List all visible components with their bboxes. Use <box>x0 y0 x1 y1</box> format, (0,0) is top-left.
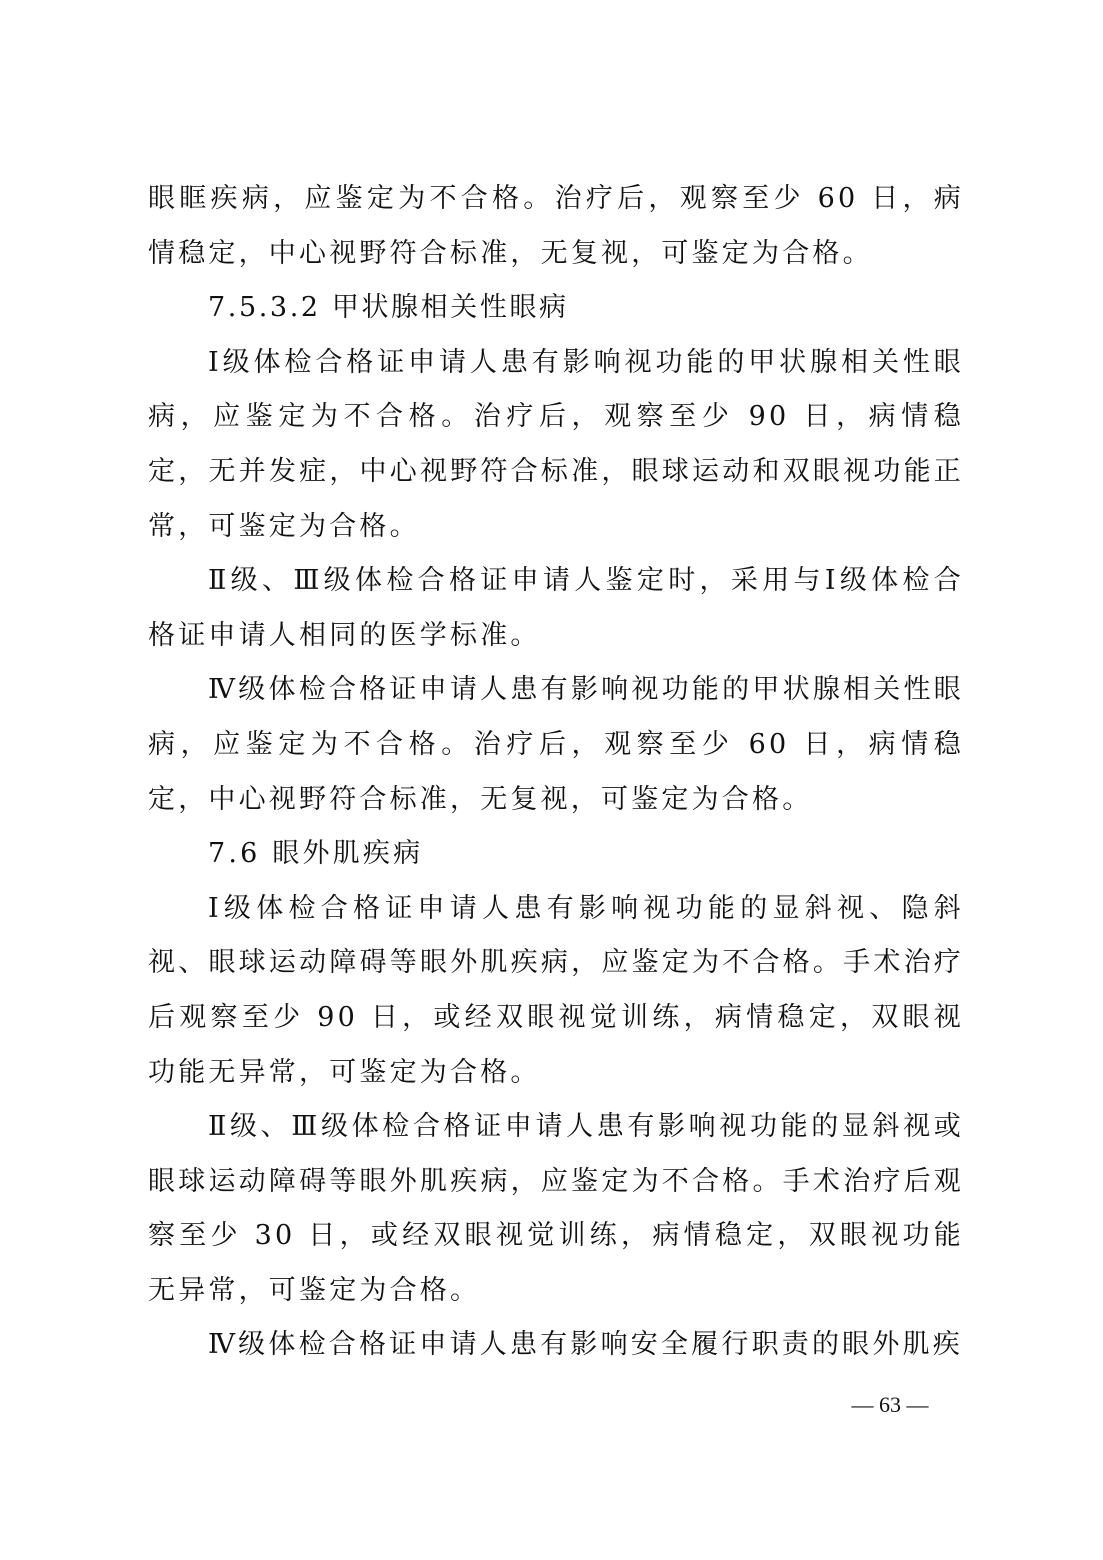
section-heading-7-6: 7.6 眼外肌疾病 <box>208 838 424 870</box>
paragraph-class-1-thyroid: Ⅰ级体检合格证申请人患有影响视功能的甲状腺相关性眼病，应鉴定为不合格。治疗后，观察至少 90 日，病情稳定，无并发症，中心视野符合标准，眼球运动和双眼视功能正常，可鉴定为合格。 <box>148 346 964 542</box>
paragraph-class-2-3-extraocular: Ⅱ级、Ⅲ级体检合格证申请人患有影响视功能的显斜视或眼球运动障碍等眼外肌疾病，应鉴定为不合格。手术治疗后观察至少 30 日，或经双眼视觉训练，病情稳定，双眼视功能无异常，可鉴定为合格。 <box>148 1111 964 1306</box>
paragraph-continuation: 眼眶疾病，应鉴定为不合格。治疗后，观察至少 60 日，病情稳定，中心视野符合标准，无复视，可鉴定为合格。 <box>148 183 964 269</box>
document-body <box>148 172 964 1373</box>
paragraph-class-4-thyroid: Ⅳ级体检合格证申请人患有影响视功能的甲状腺相关性眼病，应鉴定为不合格。治疗后，观察至少 60 日，病情稳定，中心视野符合标准，无复视，可鉴定为合格。 <box>148 674 964 815</box>
paragraph-class-2-3-thyroid: Ⅱ级、Ⅲ级体检合格证申请人鉴定时，采用与Ⅰ级体检合格证申请人相同的医学标准。 <box>148 565 964 651</box>
section-heading-7-5-3-2: 7.5.3.2 甲状腺相关性眼病 <box>208 292 569 324</box>
paragraph-class-4-extraocular: Ⅳ级体检合格证申请人患有影响安全履行职责的眼外肌疾 <box>208 1329 963 1361</box>
page-number: — 63 — <box>851 1392 929 1417</box>
paragraph-class-1-extraocular: Ⅰ级体检合格证申请人患有影响视功能的显斜视、隐斜视、眼球运动障碍等眼外肌疾病，应鉴定为不合格。手术治疗后观察至少 90 日，或经双眼视觉训练，病情稳定，双眼视功能无异常，可鉴定为合格。 <box>148 892 964 1088</box>
